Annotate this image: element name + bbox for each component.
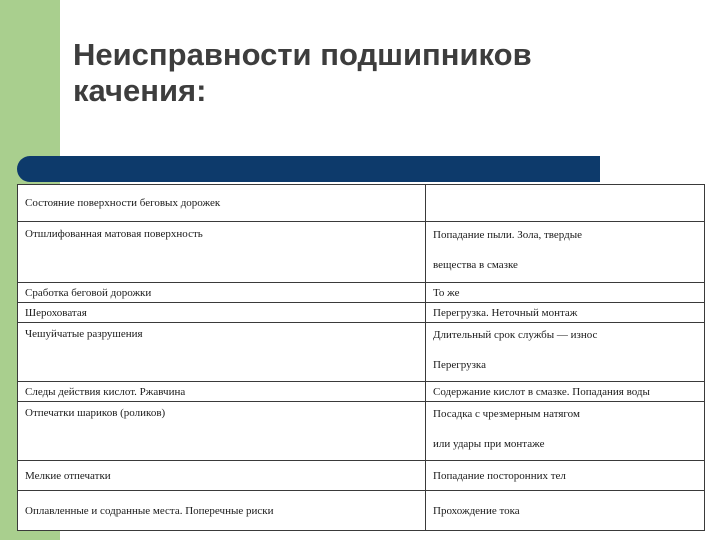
condition-cell: Следы действия кислот. Ржавчина: [18, 382, 426, 402]
table-row: [18, 303, 705, 323]
cause-text: То же: [433, 286, 460, 299]
slide-title-line-1: Неисправности подшипников: [73, 37, 532, 72]
condition-text: Чешуйчатые разрушения: [25, 328, 143, 340]
condition-cell: Оплавленные и содранные места. Поперечные риски: [18, 491, 426, 531]
cause-cell: [426, 323, 705, 382]
condition-cell: Состояние поверхности беговых дорожек: [18, 185, 426, 222]
cause-text: Попадание посторонних тел: [433, 469, 566, 482]
cause-cell: [426, 491, 705, 531]
condition-cell: [18, 323, 426, 382]
cause-cell: [426, 222, 705, 283]
cause-text: Длительный срок службы — износ: [433, 329, 598, 341]
cause-text: Перегрузка: [433, 359, 486, 371]
cause-text: вещества в смазке: [433, 259, 518, 271]
slide-title: [73, 37, 532, 109]
condition-cell: [18, 222, 426, 283]
cause-text: Перегрузка. Неточный монтаж: [433, 306, 578, 319]
condition-cell: [18, 402, 426, 461]
condition-text: Отпечатки шариков (роликов): [25, 407, 166, 419]
cause-cell: [426, 461, 705, 491]
cause-cell: [426, 402, 705, 461]
cause-cell: [426, 303, 705, 323]
condition-cell: Мелкие отпечатки: [18, 461, 426, 491]
cause-text: Прохождение тока: [433, 504, 520, 517]
table-row: [18, 185, 705, 222]
cause-text: или удары при монтаже: [433, 438, 545, 450]
table-row: [18, 491, 705, 531]
cause-cell: [426, 283, 705, 303]
cause-text: Попадание пыли. Зола, твердые: [433, 229, 583, 241]
table-row: [18, 283, 705, 303]
slide-title-line-2: качения:: [73, 73, 207, 108]
table-row: [18, 402, 705, 461]
condition-text: Отшлифованная матовая поверхность: [25, 228, 203, 240]
cause-text: Посадка с чрезмерным натягом: [433, 408, 580, 420]
faults-table: [17, 184, 705, 531]
table-row: [18, 323, 705, 382]
cause-cell: [426, 185, 705, 222]
condition-cell: Шероховатая: [18, 303, 426, 323]
condition-cell: Сработка беговой дорожки: [18, 283, 426, 303]
table-row: [18, 382, 705, 402]
cause-text: Содержание кислот в смазке. Попадания воды: [433, 385, 650, 398]
cause-cell: [426, 382, 705, 402]
decorative-header-bar: [17, 156, 600, 182]
table-row: [18, 461, 705, 491]
table-row: [18, 222, 705, 283]
